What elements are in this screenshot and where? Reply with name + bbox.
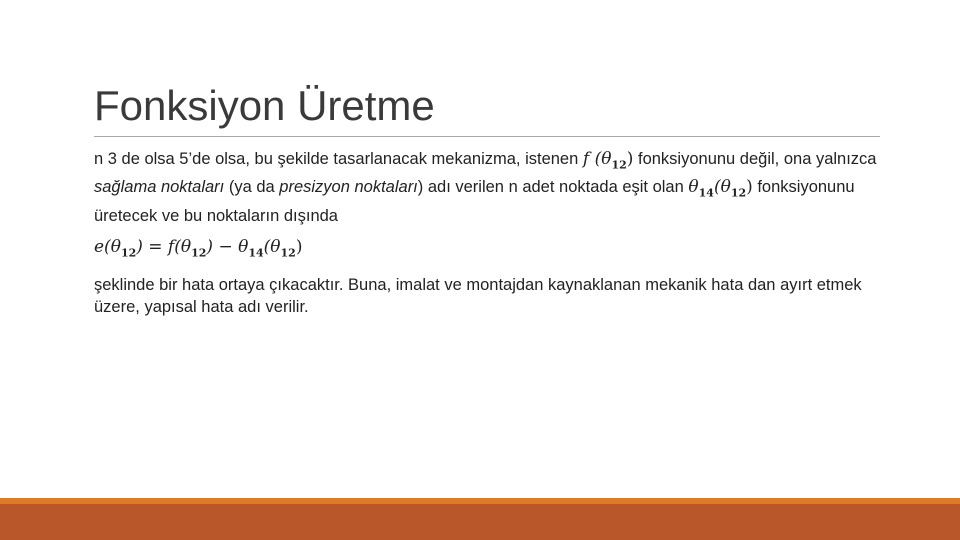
footer-bar [0,504,960,540]
text-segment: fonksiyonunu üretecek ve bu noktaların dışında [94,178,855,225]
math-subscript: 12 [611,158,627,172]
error-equation [94,236,884,264]
text-segment: ) adı verilen n adet noktada eşit olan [417,178,689,197]
text-segment: n 3 de olsa 5’de olsa, bu şekilde tasarlanacak mekanizma, istenen [94,150,583,168]
math-theta14-theta12 [688,177,753,200]
equation-subscript: 12 [191,246,207,260]
equation-subscript: 12 [120,246,137,260]
math-subscript: 12 [730,186,747,200]
equation-subscript: 14 [248,246,264,260]
equation-subscript: 12 [280,246,296,260]
equation-part: ) − θ [206,236,249,257]
math-part: ) [626,149,634,169]
math-part: θ [688,177,699,198]
math-subscript: 14 [698,186,714,200]
text-segment: fonksiyonunu değil, ona yalnızca [633,150,877,168]
equation-part: e(θ [94,236,121,257]
math-part: f (θ [582,149,612,169]
slide-title: Fonksiyon Üretme [94,82,435,129]
title-divider [94,136,880,137]
equation-part: ) [295,236,303,257]
emphasis-sagma-noktalari: sağlama noktaları [94,178,225,197]
emphasis-presizyon-noktalari: presizyon noktaları [279,178,418,197]
math-part: (θ [713,177,731,198]
equation-part: ) = f(θ [136,236,192,257]
math-f-theta12 [582,149,634,172]
math-part: ) [746,177,753,198]
equation-part: (θ [263,236,281,257]
paragraph-2: şeklinde bir hata ortaya çıkacaktır. Buna, imalat ve montajdan kaynaklanan mekanik hata dan ayırt etmek üzere, yapısal hata adı verilir. [94,276,862,317]
text-segment: (ya da [224,178,280,197]
paragraph-1 [94,148,884,227]
slide-body [94,148,884,318]
